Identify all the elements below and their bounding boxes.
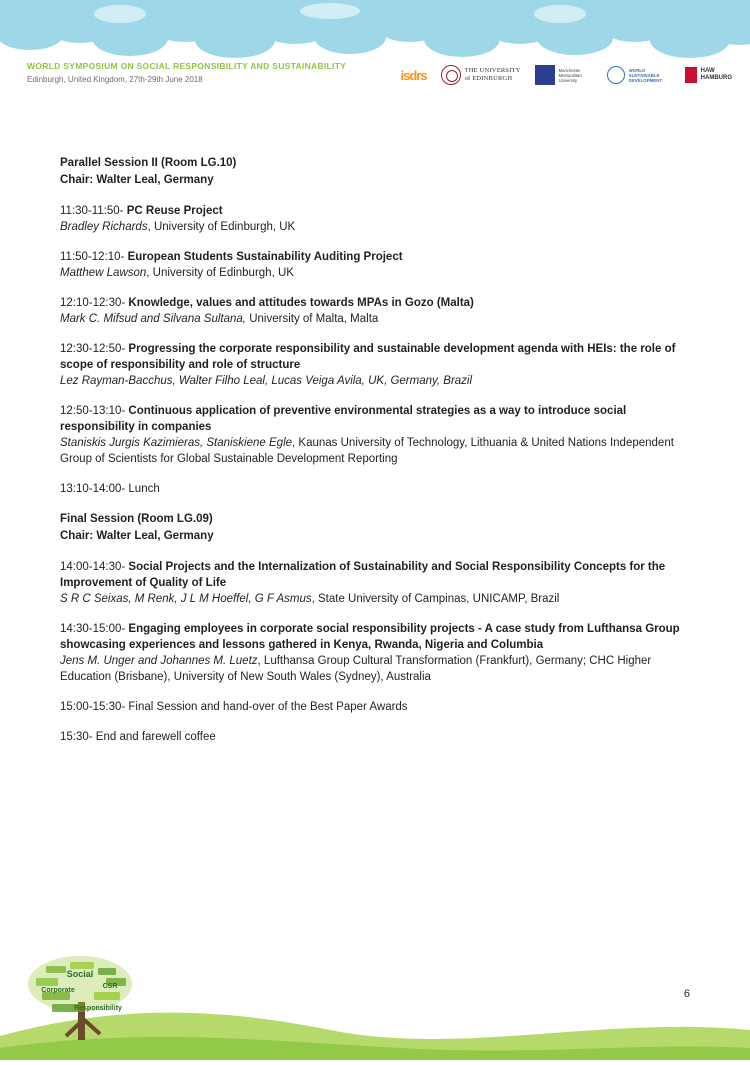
entry-affiliation: , Lufthansa Group Cultural Transformation (Frankfurt), Germany; CHC Higher Education (Brisbane), University of New South Wales (Sydney), Australia	[60, 655, 652, 683]
entry-title-line	[60, 341, 700, 373]
entry-title-line	[60, 203, 700, 219]
entry-authors: Jens M. Unger and Johannes M. Luetz	[60, 655, 258, 667]
entry-title: Knowledge, values and attitudes towards MPAs in Gozo (Malta)	[128, 297, 474, 309]
entry-authors: Bradley Richards	[60, 221, 148, 233]
entry-time: 14:00-14:30-	[60, 561, 126, 573]
entry-affiliation: , State University of Campinas, UNICAMP, Brazil	[311, 593, 560, 605]
wsd-logo-text: WORLD SUSTAINABLE DEVELOPMENT	[628, 67, 663, 83]
entry-authors-line	[60, 591, 700, 607]
programme-plain-entry: 15:00-15:30- Final Session and hand-over of the Best Paper Awards	[60, 701, 408, 713]
entry-title-line	[60, 295, 700, 311]
edinburgh-logo-text	[465, 67, 521, 83]
entry-title: Progressing the corporate responsibility and sustainable development agenda with HEIs: the role of scope of responsibility and role of structure	[60, 343, 676, 371]
entry-authors-line	[60, 265, 700, 281]
haw-hamburg-logo	[685, 67, 732, 83]
entry-title-line	[60, 249, 700, 265]
conference-subtitle: Edinburgh, United Kingdom, 27th-29th June 2018	[27, 75, 203, 84]
mmu-logo-text: Manchester Metropolitan University	[558, 67, 582, 83]
entry-title-line	[60, 559, 700, 591]
edinburgh-logo-line2: of EDINBURGH	[464, 75, 513, 82]
entry-authors-line	[60, 311, 700, 327]
entry-time: 12:10-12:30-	[60, 297, 126, 309]
entry-title: PC Reuse Project	[126, 205, 223, 217]
entry-title-line	[60, 403, 700, 435]
entry-title: Continuous application of preventive environmental strategies as a way to introduce social responsibility in companies	[60, 405, 627, 433]
svg-text:Corporate: Corporate	[41, 987, 75, 994]
entry-authors: S R C Seixas, M Renk, J L M Hoeffel, G F Asmus	[60, 593, 312, 605]
programme-plain-entry: 15:30- End and farewell coffee	[60, 731, 216, 743]
programme-entry	[60, 295, 700, 327]
entry-time: 12:50-13:10-	[60, 405, 126, 417]
programme-entry	[60, 403, 700, 467]
svg-text:Responsibility: Responsibility	[74, 1005, 122, 1012]
tree-svg	[18, 952, 168, 1042]
university-of-edinburgh-logo	[441, 65, 521, 85]
entry-authors-line	[60, 435, 700, 467]
entry-title: Social Projects and the Internalization of Sustainability and Social Responsibility Concepts for the Improvement of Quality of Life	[60, 561, 666, 589]
isdrs-logo	[401, 68, 427, 83]
programme-entry	[60, 249, 700, 281]
manchester-metropolitan-university-logo	[535, 65, 593, 85]
cloud-banner	[0, 0, 750, 58]
entry-authors: Matthew Lawson	[60, 267, 147, 279]
entry-authors: Staniskis Jurgis Kazimieras, Staniskiene Egle	[60, 437, 293, 449]
programme-plain-entry: 13:10-14:00- Lunch	[60, 483, 160, 495]
edinburgh-crest-icon	[441, 65, 461, 85]
session-heading	[60, 155, 700, 189]
entry-title: Engaging employees in corporate social responsibility projects - A case study from Lufthansa Group showcasing experiences and lessons gathered in Kenya, Rwanda, Nigeria and Columbia	[60, 623, 680, 651]
session-title: Final Session (Room LG.09)	[60, 513, 213, 525]
session-title: Parallel Session II (Room LG.10)	[60, 157, 237, 169]
programme-entry	[60, 621, 700, 685]
session-chair: Chair: Walter Leal, Germany	[60, 530, 214, 542]
svg-text:Social: Social	[66, 969, 94, 979]
haw-logo-text	[701, 68, 732, 82]
svg-text:CSR: CSR	[102, 983, 118, 990]
session-heading	[60, 511, 700, 545]
entry-authors: Lez Rayman-Bacchus, Walter Filho Leal, Lucas Veiga Avila, UK, Germany, Brazil	[60, 375, 473, 387]
entry-authors-line	[60, 653, 700, 685]
conference-title: WORLD SYMPOSIUM ON SOCIAL RESPONSIBILITY AND SUSTAINABILITY	[27, 61, 347, 71]
entry-authors-line	[60, 219, 700, 235]
world-sustainable-development-logo	[607, 66, 671, 84]
entry-time: 11:50-12:10-	[60, 251, 125, 263]
entry-affiliation: , University of Edinburgh, UK	[146, 267, 294, 279]
isdrs-logo-text: isdrs	[400, 67, 427, 83]
page-number: 6	[683, 988, 690, 1000]
globe-icon	[607, 66, 625, 84]
edinburgh-logo-line1: THE UNIVERSITY	[464, 67, 521, 74]
programme-entry	[60, 341, 700, 389]
programme-content	[60, 155, 700, 759]
entry-time: 12:30-12:50-	[60, 343, 126, 355]
programme-entry	[60, 559, 700, 607]
entry-time: 14:30-15:00-	[60, 623, 126, 635]
entry-title-line	[60, 621, 700, 653]
logo-row	[401, 58, 732, 92]
mmu-mark-icon	[535, 65, 555, 85]
haw-logo-line1: HAW	[700, 68, 715, 74]
entry-affiliation: , University of Edinburgh, UK	[147, 221, 296, 233]
session-chair: Chair: Walter Leal, Germany	[60, 174, 214, 186]
cloud-graphic	[0, 0, 750, 58]
haw-logo-line2: HAMBURG	[700, 75, 732, 81]
entry-authors-line	[60, 373, 700, 389]
entry-affiliation: , Kaunas University of Technology, Lithuania & United Nations Independent Group of Scientists for Global Sustainable Development Reporting	[60, 437, 674, 465]
entry-title: European Students Sustainability Auditing Project	[127, 251, 403, 263]
programme-entry	[60, 203, 700, 235]
haw-mark-icon	[685, 67, 697, 83]
entry-time: 11:30-11:50-	[60, 205, 124, 217]
entry-affiliation: University of Malta, Malta	[246, 313, 379, 325]
entry-authors: Mark C. Mifsud and Silvana Sultana,	[60, 313, 247, 325]
header-text-block	[27, 61, 346, 84]
page-header	[0, 58, 750, 100]
word-cloud-tree-graphic	[18, 952, 168, 1042]
